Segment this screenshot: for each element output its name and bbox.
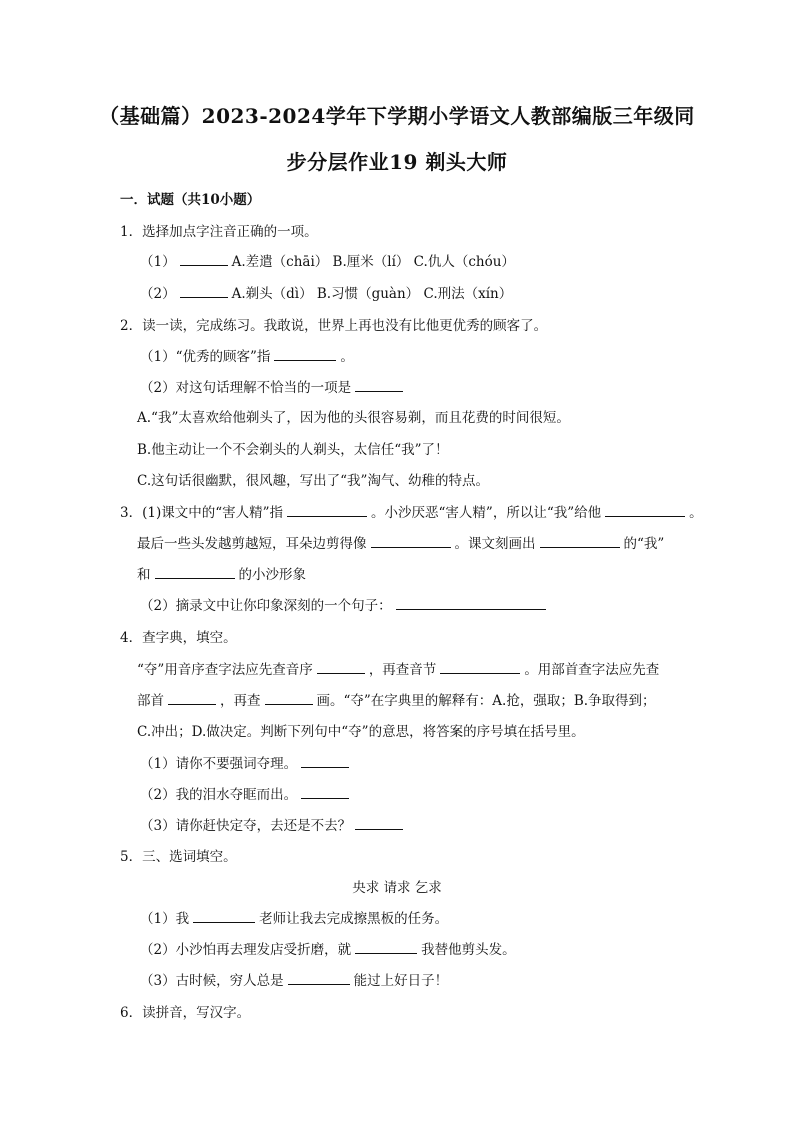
q3-text: 3．(1)课文中的“害人精”指: [120, 505, 284, 521]
answer-blank[interactable]: [155, 564, 235, 579]
q2-option-a: A.“我”太喜欢给他剃头了，因为他的头很容易剃，而且花费的时间很短。: [137, 410, 570, 426]
q5-word-bank: 央求 请求 乞求: [352, 880, 442, 896]
q4-sub-text: （1）请你不要强词夺理。: [140, 756, 298, 772]
q3-sub-2-text: （2）摘录文中让你印象深刻的一个句子：: [140, 598, 392, 614]
q4-stem: 4．查字典，填空。: [120, 630, 237, 646]
answer-blank[interactable]: [193, 908, 255, 923]
answer-blank[interactable]: [371, 533, 451, 548]
q4-text: “夺”用音序查字法应先查音序: [137, 662, 313, 678]
answer-blank[interactable]: [274, 346, 336, 361]
q4-line-3: C.冲出；D.做决定。判断下列句中“夺”的意思，将答案的序号填在括号里。: [137, 724, 585, 740]
q5-sub-3: [140, 969, 448, 989]
q3-text: 。小沙厌恶“害人精”，所以让“我”给他: [371, 505, 602, 521]
q5-text: 能过上好日子！: [353, 973, 449, 989]
q5-sub-2: [140, 938, 516, 958]
answer-blank[interactable]: [355, 939, 417, 954]
q6-stem: 6．读拼音，写汉字。: [120, 1005, 251, 1021]
q5-text: （2）小沙怕再去理发店受折磨，就: [140, 942, 352, 958]
q4-sub-1: [140, 752, 353, 772]
q2-sub-1-text: （1）“优秀的顾客”指: [140, 349, 271, 365]
q1-option-1-prefix: （1）: [140, 254, 176, 270]
answer-blank[interactable]: [301, 753, 349, 768]
q1-option-2-prefix: （2）: [140, 286, 176, 302]
answer-blank[interactable]: [288, 970, 350, 985]
q4-sub-text: （3）请你赶快定夺，去还是不去？: [140, 818, 352, 834]
q3-text: 。课文刻画出: [454, 536, 536, 552]
answer-blank[interactable]: [301, 784, 349, 799]
answer-blank[interactable]: [355, 377, 403, 392]
answer-blank[interactable]: [396, 595, 546, 610]
q5-stem: 5．三、选词填空。: [120, 849, 237, 865]
q5-sub-1: [140, 907, 448, 927]
answer-blank[interactable]: [540, 533, 620, 548]
q3-line-3: [137, 563, 306, 583]
q2-sub-1-end: 。: [340, 349, 354, 365]
q4-sub-3: [140, 814, 407, 834]
q4-sub-text: （2）我的泪水夺眶而出。: [140, 787, 298, 803]
q2-sub-2: [140, 376, 407, 396]
q3-text: 和: [137, 567, 151, 583]
q5-text: （3）古时候，穷人总是: [140, 973, 284, 989]
q4-line-2: [137, 689, 656, 709]
q1-stem: 1．选择加点字注音正确的一项。: [120, 224, 318, 240]
q2-stem: 2．读一读，完成练习。我敢说，世界上再也没有比他更优秀的顾客了。: [120, 318, 548, 334]
answer-blank[interactable]: [265, 690, 313, 705]
q4-text: 画。“夺”在字典里的解释有：A.抢，强取；B.争取得到；: [316, 693, 656, 709]
q3-text: 的“我”: [623, 536, 665, 552]
q1-option-1-choices: A.差遣（chāi） B.厘米（lí） C.仇人（chóu）: [231, 254, 515, 270]
q3-line-2: [137, 532, 664, 552]
answer-blank[interactable]: [440, 659, 520, 674]
answer-blank[interactable]: [355, 815, 403, 830]
answer-blank[interactable]: [287, 502, 367, 517]
q5-text: 老师让我去完成擦黑板的任务。: [259, 911, 449, 927]
answer-blank[interactable]: [168, 690, 216, 705]
q1-option-1: [140, 250, 515, 270]
q5-text: 我替他剪头发。: [421, 942, 516, 958]
q4-text: ，再查音节: [368, 662, 437, 678]
q2-option-c: C.这句话很幽默，很风趣，写出了“我”淘气、幼稚的特点。: [137, 473, 489, 489]
q1-option-2-choices: A.剃头（dì） B.习惯（guàn） C.刑法（xín）: [231, 286, 513, 302]
q1-option-2: [140, 282, 512, 302]
q3-sub-2: [140, 594, 550, 614]
q2-sub-1: [140, 345, 354, 365]
q3-text: 。: [689, 505, 703, 521]
q3-text: 最后一些头发越剪越短，耳朵边剪得像: [137, 536, 367, 552]
q2-option-b: B.他主动让一个不会剃头的人剃头，太信任“我”了！: [137, 442, 449, 458]
q4-text: 部首: [137, 693, 164, 709]
q4-text: 。用部首查字法应先查: [524, 662, 660, 678]
q4-sub-2: [140, 783, 353, 803]
answer-blank[interactable]: [317, 659, 365, 674]
q3-text: 的小沙形象: [238, 567, 306, 583]
answer-blank[interactable]: [180, 251, 228, 266]
q2-sub-2-text: （2）对这句话理解不恰当的一项是: [140, 380, 352, 396]
q4-text: ，再查: [220, 693, 261, 709]
section-heading: 一．试题（共10小题）: [120, 192, 261, 208]
q5-text: （1）我: [140, 911, 190, 927]
doc-title-line1: （基础篇）2023-2024学年下学期小学语文人教部编版三年级同: [99, 104, 695, 128]
q3-line-1: [120, 501, 703, 521]
answer-blank[interactable]: [605, 502, 685, 517]
q4-line-1: [137, 658, 659, 678]
answer-blank[interactable]: [180, 283, 228, 298]
doc-title-line2: 步分层作业19 剃头大师: [286, 150, 508, 174]
